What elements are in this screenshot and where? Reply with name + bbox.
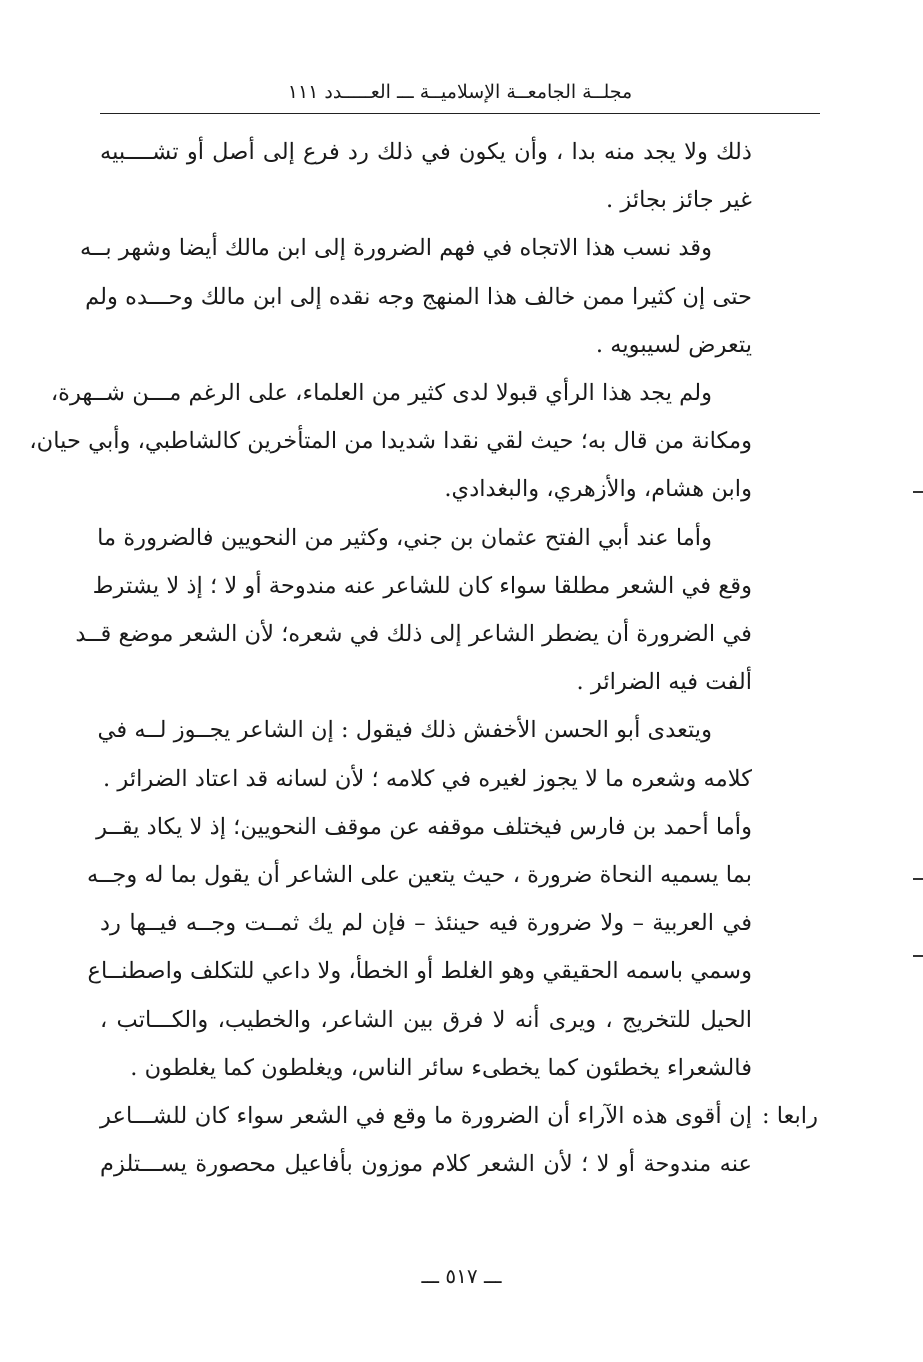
header-divider: [100, 113, 820, 114]
body-text: [29, 128, 818, 1188]
text-line: ذلك ولا يجد منه بدا ، وأن يكون في ذلك رد فرع إلى أصل أو تشــــبيه: [100, 139, 752, 165]
text-line: فالشعراء يخطئون كما يخطىء سائر الناس، ويغلطون كما يغلطون .: [130, 1054, 752, 1081]
paragraph: [29, 369, 752, 514]
text-line: وأما أحمد بن فارس فيختلف موقفه عن موقف النحويين؛ إذ لا يكاد يقــر: [96, 813, 752, 840]
text-line: حتى إن كثيرا ممن خالف هذا المنهج وجه نقده إلى ابن مالك وحـــده ولم: [85, 283, 752, 310]
text-line: وقع في الشعر مطلقا سواء كان للشاعر عنه مندوحة أو لا ؛ إذ لا يشترط: [92, 572, 752, 599]
text-line: غير جائز بجائز .: [606, 187, 752, 214]
paragraph: [87, 803, 752, 1092]
scan-edge-mark: [913, 491, 923, 493]
text-line: بما يسميه النحاة ضرورة ، حيث يتعين على الشاعر أن يقول بما له وجــه: [87, 862, 752, 889]
text-line: ويتعدى أبو الحسن الأخفش ذلك فيقول : إن الشاعر يجــوز لــه في: [97, 717, 712, 744]
running-header: مجلــة الجامعــة الإسلاميــة ـــ العـــــدد ١١١: [287, 81, 633, 103]
scan-edge-mark: [913, 878, 923, 880]
text-line: في الضرورة أن يضطر الشاعر إلى ذلك في شعره؛ لأن الشعر موضع قــد: [75, 621, 752, 648]
paragraph: [97, 706, 752, 802]
paragraph: [100, 1092, 818, 1188]
text-line: كلامه وشعره ما لا يجوز لغيره في كلامه ؛ لأن لسانه قد اعتاد الضرائر .: [103, 765, 752, 792]
text-line: الحيل للتخريج ، ويرى أنه لا فرق بين الشاعر، والخطيب، والكـــاتب ،: [100, 1006, 752, 1033]
text-line: ولم يجد هذا الرأي قبولا لدى كثير من العلماء، على الرغم مـــن شــهرة،: [50, 380, 712, 407]
text-line: عنه مندوحة أو لا ؛ لأن الشعر كلام موزون بأفاعيل محصورة يســـتلزم: [100, 1151, 752, 1178]
section-label: رابعا :: [761, 1103, 818, 1130]
paragraph: [75, 514, 752, 707]
text-line: وسمي باسمه الحقيقي وهو الغلط أو الخطأ، ولا داعي للتكلف واصطنــاع: [87, 958, 752, 985]
text-line: يتعرض لسيبويه .: [595, 331, 752, 358]
text-line: ومكانة من قال به؛ حيث لقي نقدا شديدا من المتأخرين كالشاطبي، وأبي حيان،: [29, 428, 752, 455]
text-line: إن أقوى هذه الآراء أن الضرورة ما وقع في الشعر سواء كان للشـــاعر: [100, 1103, 752, 1130]
text-line: ألفت فيه الضرائر .: [576, 669, 752, 696]
text-line: في العربية – ولا ضرورة فيه حينئذ – فإن لم يك ثمــت وجــه فيــها رد: [100, 910, 752, 937]
scan-edge-mark: [913, 955, 923, 957]
paragraph: [79, 224, 752, 369]
text-line: وأما عند أبي الفتح عثمان بن جني، وكثير من النحويين فالضرورة ما: [97, 524, 712, 551]
text-line: وابن هشام، والأزهري، والبغدادي.: [444, 476, 752, 503]
text-line: وقد نسب هذا الاتجاه في فهم الضرورة إلى ابن مالك أيضا وشهر بــه: [79, 235, 712, 262]
page-number: ـــ ٥١٧ ـــ: [421, 1264, 502, 1288]
paragraph: [100, 128, 752, 224]
